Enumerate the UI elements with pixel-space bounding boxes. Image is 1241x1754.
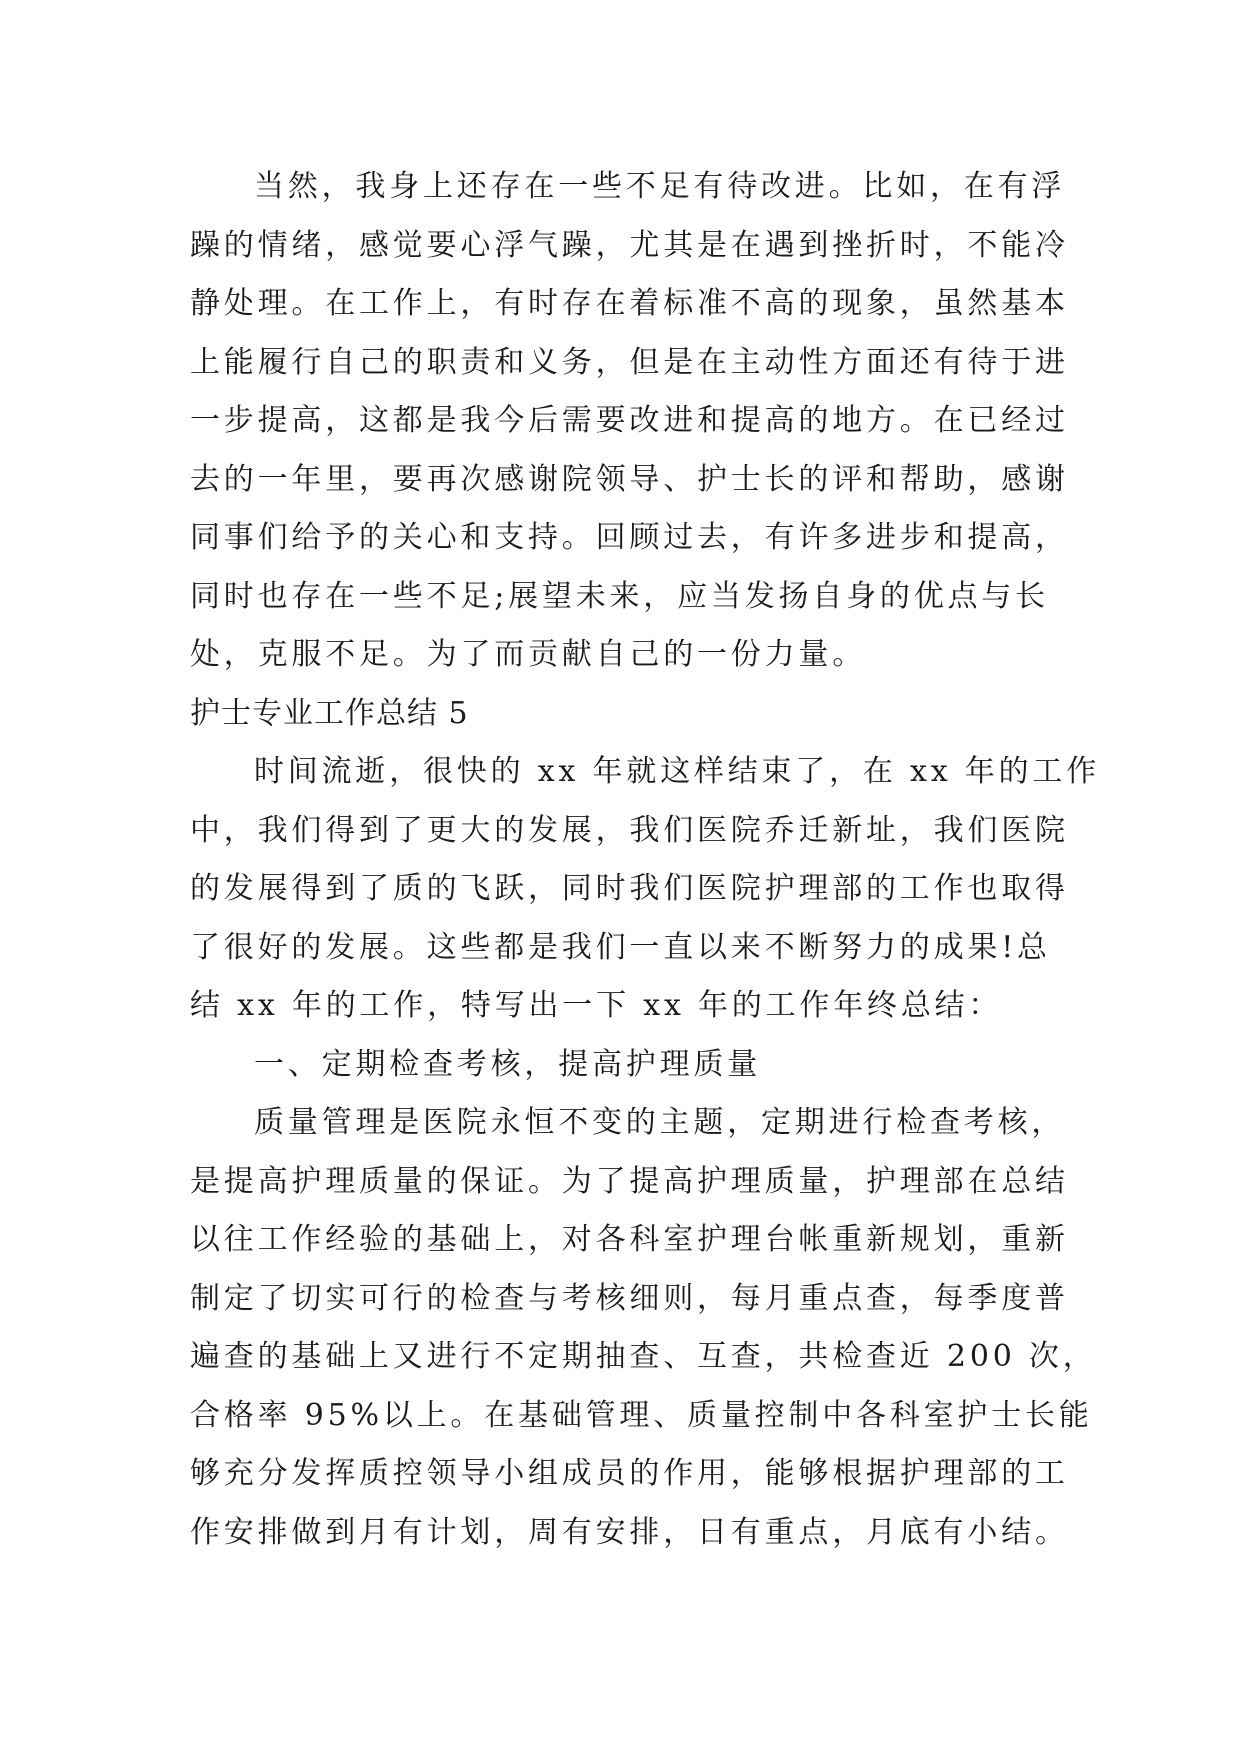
text-line: 了很好的发展。这些都是我们一直以来不断努力的成果!总	[190, 929, 1051, 965]
text-line: 躁的情绪，感觉要心浮气躁，尤其是在遇到挫折时，不能冷	[190, 227, 1069, 263]
text-line: 当然，我身上还存在一些不足有待改进。比如，在有浮	[254, 169, 1066, 204]
text-line: 上能履行自己的职责和义务，但是在主动性方面还有待于进	[190, 344, 1069, 380]
text-line: 的发展得到了质的飞跃，同时我们医院护理部的工作也取得	[190, 871, 1069, 906]
text-line: 遍查的基础上又进行不定期抽查、互查，共检查近 200 次，	[190, 1339, 1097, 1374]
subsection-heading: 一、定期检查考核，提高护理质量	[254, 1046, 761, 1082]
text-line: 是提高护理质量的保证。为了提高护理质量，护理部在总结	[190, 1163, 1069, 1199]
text-line: 处，克服不足。为了而贡献自己的一份力量。	[190, 637, 866, 672]
text-line: 中，我们得到了更大的发展，我们医院乔迁新址，我们医院	[190, 812, 1069, 848]
text-line: 作安排做到月有计划，周有安排，日有重点，月底有小结。	[190, 1514, 1069, 1550]
text-line: 同事们给予的关心和支持。回顾过去，有许多进步和提高，	[190, 520, 1069, 555]
text-line: 制定了切实可行的检查与考核细则，每月重点查，每季度普	[190, 1280, 1069, 1316]
section-heading: 护士专业工作总结 5	[190, 695, 469, 731]
text-line: 静处理。在工作上，有时存在着标准不高的现象，虽然基本	[190, 286, 1069, 321]
text-line: 同时也存在一些不足;展望未来，应当发扬自身的优点与长	[190, 578, 1049, 614]
text-line: 时间流逝，很快的 xx 年就这样结束了，在 xx 年的工作	[254, 754, 1101, 789]
text-line: 以往工作经验的基础上，对各科室护理台帐重新规划，重新	[190, 1222, 1069, 1257]
text-line: 去的一年里，要再次感谢院领导、护士长的评和帮助，感谢	[190, 461, 1069, 497]
text-line: 够充分发挥质控领导小组成员的作用，能够根据护理部的工	[190, 1456, 1069, 1491]
text-line: 质量管理是医院永恒不变的主题，定期进行检查考核，	[254, 1105, 1066, 1140]
text-line: 一步提高，这都是我今后需要改进和提高的地方。在已经过	[190, 403, 1069, 438]
text-line: 结 xx 年的工作，特写出一下 xx 年的工作年终总结：	[190, 988, 1003, 1023]
document-body	[190, 158, 1101, 1562]
text-line: 合格率 95%以上。在基础管理、质量控制中各科室护士长能	[190, 1397, 1093, 1433]
